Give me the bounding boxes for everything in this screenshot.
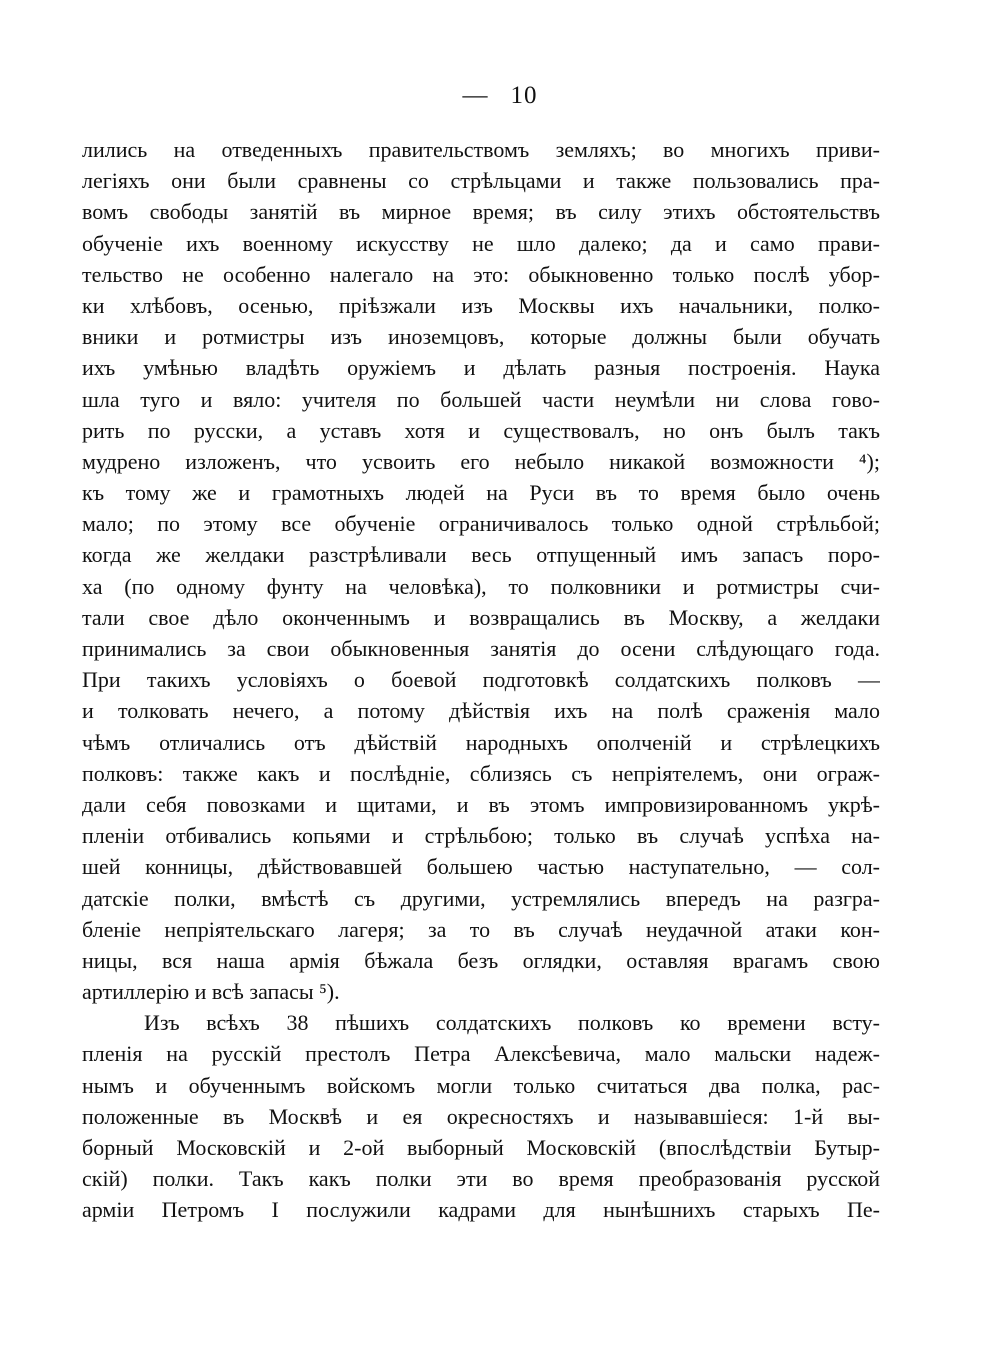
text-line: пленія на русскій престолъ Петра Алексѣевича, мало мальски надеж- <box>82 1041 880 1067</box>
text-line: При такихъ условіяхъ о боевой подготовкѣ солдатскихъ полковъ — <box>82 667 880 693</box>
text-line: ха (по одному фунту на человѣка), то полковники и ротмистры счи- <box>82 573 880 599</box>
text-line: тельство не особенно налегало на это: обыкновенно только послѣ убор- <box>82 261 880 287</box>
text-line: мало; по этому все обученіе ограничивалось только одной стрѣльбой; <box>82 511 880 537</box>
text-line: датскіе полки, вмѣстѣ съ другими, устремлялись впередъ на разгра- <box>82 885 880 911</box>
text-line: пленіи отбивались копьями и стрѣльбою; только въ случаѣ успѣха на- <box>82 823 880 849</box>
page-number-value: 10 <box>510 82 538 109</box>
text-line: къ тому же и грамотныхъ людей на Руси въ то время было очень <box>82 480 880 506</box>
text-line: полковъ: также какъ и послѣдніе, сблизясь съ непріятелемъ, они ограж- <box>82 760 880 786</box>
text-line: принимались за свои обыкновенныя занятія до осени слѣдующаго года. <box>82 636 880 661</box>
text-line: Изъ всѣхъ 38 пѣшихъ солдатскихъ полковъ ко времени всту- <box>144 1010 880 1036</box>
text-line: положенные въ Москвѣ и ея окресностяхъ и называвшіеся: 1-й вы- <box>82 1103 880 1129</box>
text-line: шла туго и вяло: учителя по большей части неумѣли ни слова гово- <box>82 386 880 412</box>
text-line: шей конницы, дѣйствовавшей большею частью наступательно, — сол- <box>82 854 880 880</box>
text-line: обученіе ихъ военному искусству не шло далеко; да и само прави- <box>82 230 880 256</box>
text-line: дали себя повозками и щитами, и въ этомъ импровизированномъ укрѣ- <box>82 791 880 817</box>
text-line: бленіе непріятельскаго лагеря; за то въ случаѣ неудачной атаки кон- <box>82 916 880 942</box>
text-line: скій) полки. Такъ какъ полки эти во время преобразованія русской <box>82 1166 880 1192</box>
text-line: арміи Петромъ I послужили кадрами для нынѣшнихъ старыхъ Пе- <box>82 1197 880 1223</box>
text-line: когда же желдаки разстрѣливали весь отпущенный имъ запасъ поро- <box>82 542 880 568</box>
text-line: и толковать нечего, а потому дѣйствія ихъ на полѣ сраженія мало <box>82 698 880 724</box>
text-line: тали свое дѣло оконченнымъ и возвращались въ Москву, а желдаки <box>82 604 880 630</box>
text-line: вомъ свободы занятій въ мирное время; въ силу этихъ обстоятельствъ <box>82 199 880 225</box>
body-text <box>82 134 880 1226</box>
text-line: борный Московскій и 2-ой выборный Московскій (впослѣдствіи Бутыр- <box>82 1135 880 1160</box>
text-line: ихъ умѣнью владѣть оружіемъ и дѣлать разныя построенія. Наука <box>82 355 880 381</box>
page-number-dash: — <box>462 82 489 109</box>
text-line: лились на отведенныхъ правительствомъ земляхъ; во многихъ приви- <box>82 137 880 162</box>
text-line: ки хлѣбовъ, осенью, пріѣзжали изъ Москвы ихъ начальники, полко- <box>82 292 880 318</box>
text-line: мудрено изложенъ, что усвоить его небыло никакой возможности ⁴); <box>82 448 880 474</box>
text-line: нымъ и обученнымъ войскомъ могли только считаться два полка, рас- <box>82 1072 880 1098</box>
paragraph-2 <box>82 1007 880 1225</box>
text-line: легіяхъ они были сравнены со стрѣльцами и также пользовались пра- <box>82 168 880 194</box>
text-line: вники и ротмистры изъ иноземцовъ, которые должны были обучать <box>82 324 880 350</box>
text-line: ницы, вся наша армія бѣжала безъ оглядки, оставляя врагамъ свою <box>82 947 880 973</box>
text-line: чѣмъ отличались отъ дѣйствій народныхъ ополченій и стрѣлецкихъ <box>82 729 880 755</box>
page-number <box>0 82 1000 110</box>
text-line: рить по русски, а уставъ хотя и существовалъ, но онъ былъ такъ <box>82 417 880 443</box>
paragraph-1 <box>82 134 880 1007</box>
text-line: артиллерію и всѣ запасы ⁵). <box>82 979 340 1005</box>
